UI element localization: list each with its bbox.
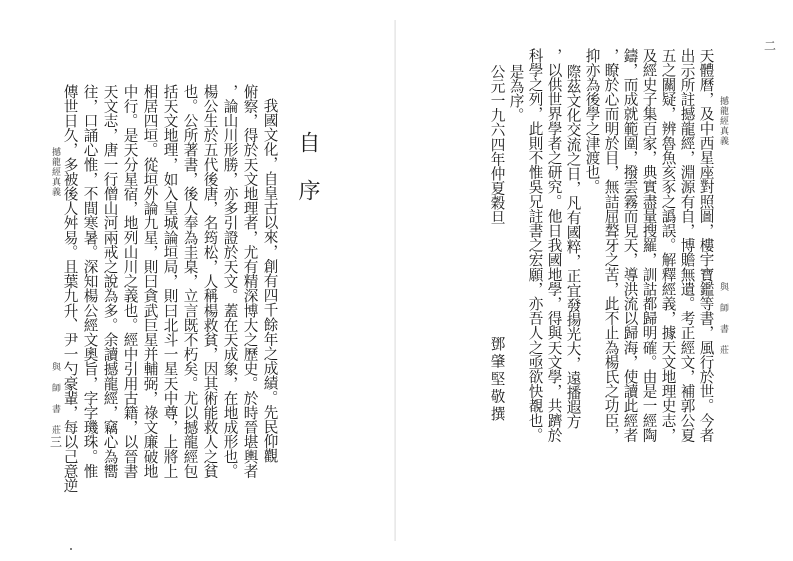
right-text-column-11: 是為序。 [507, 64, 525, 123]
right-text-column-12: 公元一九六四年仲夏穀旦 [488, 64, 506, 225]
left-text-column-2: 俯察，得於天文地理者，尤有精深博大之歷史。於時晉堪輿者 [241, 84, 259, 479]
right-text-column-2: 出示所註撼龍經，淵源有自，博贍無遺。考正經文，補郭公夏 [678, 48, 696, 443]
left-text-column-9: 天文志，唐一行僧山河兩戒之說為多。余讀撼龍經，竊心為嚮 [101, 84, 119, 479]
left-text-column-6: 括天文地理，如入皇城論垣局，則曰北斗一星天中尊，上將上 [161, 84, 179, 479]
left-header-book-title: 撼龍經真義 [50, 147, 60, 197]
left-page-number: 三 [50, 435, 63, 449]
right-text-column-7: 抑亦為後學之津渡也。 [583, 48, 601, 194]
left-page [0, 0, 396, 561]
left-text-column-1: 我國文化，自皇古以來，創有四千餘年之成績。先民仰觀 [261, 98, 279, 463]
right-text-column-9: ，以供世界學者之研究。他日我國地學，得與天文學，共躋於 [545, 48, 563, 443]
right-header-book-title: 撼龍經真義 [718, 96, 728, 146]
left-text-column-4: 楊公生於五代後唐，名筠松，人稱楊救貧，因其術能救人之貧 [201, 84, 219, 479]
scan-speck [70, 548, 72, 550]
right-text-column-3: 五之關疑，辨魯魚亥豕之譌誤。解釋經義，據天文地理史志， [659, 48, 677, 443]
left-text-column-11: 傳世日久，多被後人舛易。且葉九升、尹一勺豪輩，每以己意逆 [61, 84, 79, 493]
left-header-publisher: 與 師 書 莊 [50, 362, 60, 435]
right-text-column-5: 鑄，而成就範圍，撥雲霧而見天，導洪流以歸海，使讀此經者 [621, 48, 639, 443]
left-text-column-7: 相居四垣。從垣外論九星，則曰貪武巨星并輔弼，祿文廉破地 [141, 84, 159, 479]
right-text-column-6: ，瞭於心而明於目，無詰屈聱牙之苦，此不止為楊氏之功臣， [602, 48, 620, 443]
left-text-column-5: 也。公所著書，後人奉為圭臬，立言既不朽矣。尤以撼龍經包 [181, 84, 199, 479]
right-text-column-1: 天體曆，及中西星座對照圖，樓宇寶鑑等書，風行於世。今者 [697, 48, 715, 443]
right-text-column-4: 及經史子集百家，典實盡量搜羅，訓詁都歸明確。由是一經陶 [640, 48, 658, 443]
preface-title: 自序 [295, 131, 320, 227]
right-text-column-8: 際茲文化交流之日，凡有國粹，正宜發揚光大，遠播遐方 [564, 64, 582, 429]
right-page [396, 0, 793, 561]
signature: 鄧肇堅敬撰 [488, 336, 506, 424]
right-text-column-10: 科學之列，此則不惟吳兄註書之宏願，亦吾人之亟欲快覩也。 [526, 48, 544, 443]
left-text-column-8: 中行。是天分星宿，地列山川之義也。經中引用古籍，以晉書 [121, 84, 139, 479]
right-page-number: 二 [764, 39, 777, 53]
left-text-column-10: 往，口誦心惟，不間寒暑。深知楊公經文奧旨，字字璣珠。惟 [81, 84, 99, 479]
right-header-publisher: 與 師 書 莊 [718, 282, 728, 355]
left-text-column-3: ，論山川形勝，亦多引證於天文。蓋在天成象，在地成形也。 [221, 84, 239, 479]
